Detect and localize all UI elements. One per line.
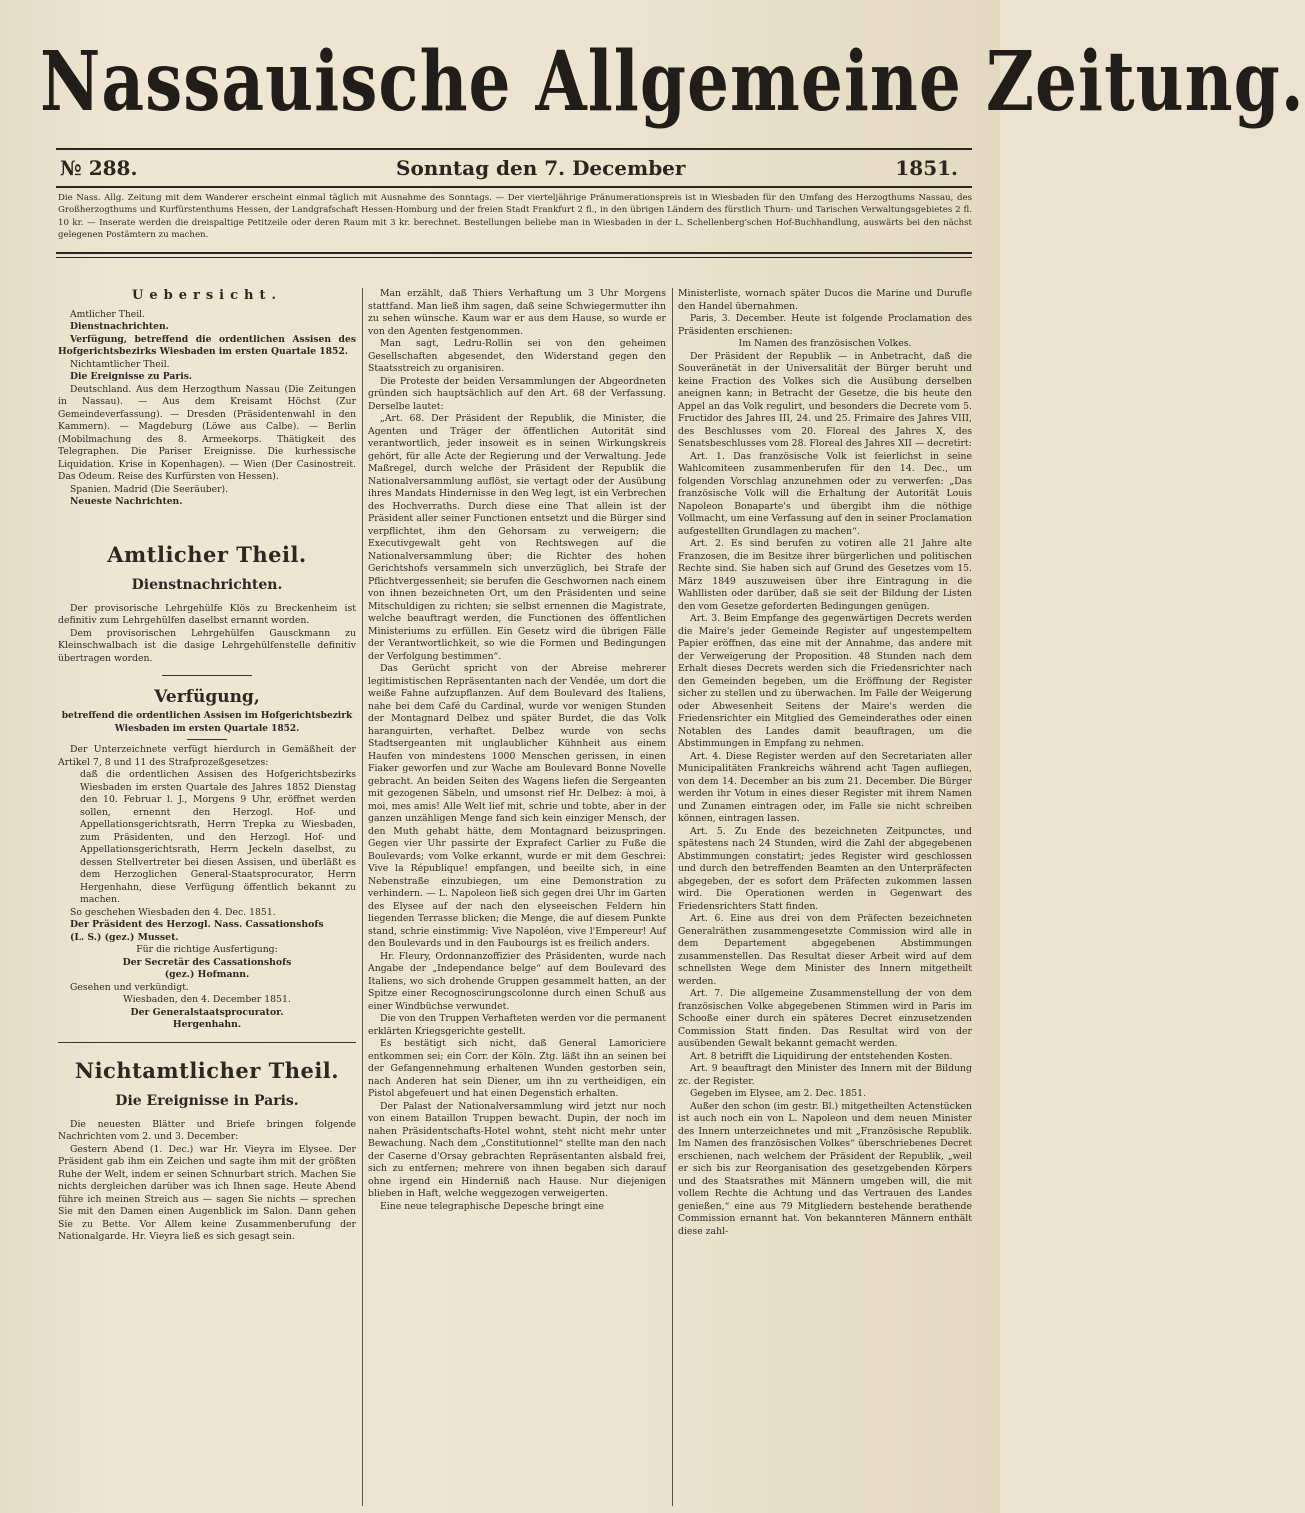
divider (162, 675, 252, 676)
signature-line: Hergenhahn. (172, 1019, 242, 1030)
paragraph: Art. 1. Das französische Volk ist feierlichst in seine Wahlcomiteen zusammenberufen für den 14. Dec., um folgenden Vorschlag anzunehmen oder zu verwerfen: „Das französische Volk will die Erhaltung der Autorität Louis Napoleon Bonaparte's und übergibt ihm die nöthige Vollmacht, um eine Verfassung auf den in seiner Proclamation aufgestellten Grundlagen zu machen“. (678, 450, 972, 537)
paragraph: Art. 5. Zu Ende des bezeichneten Zeitpunctes, und spätestens nach 24 Stunden, wird die Zahl der abgegebenen Abstimmungen constatirt; jedes Register wird geschlossen und durch den betreffenden Beamten an den Unterpräfecten abgegeben, der es sofort dem Präfecten zukommen lassen wird. Die Operationen werden in Gegenwart des Friedensrichters Statt finden. (678, 825, 972, 912)
overview-line: Nichtamtlicher Theil. (70, 358, 170, 370)
issue-number: № 288. (60, 156, 138, 180)
verfuegung-title: Verfügung, (154, 687, 260, 707)
issue-year: 1851. (895, 156, 958, 180)
paragraph: Der Palast der Nationalversammlung wird jetzt nur noch von einem Bataillon Truppen bewacht. Dupin, der noch im nahen Präsidentschafts-Hotel wohnt, steht nicht mehr unter Bewachung. Nach dem „Constitutionnel“ stellte man den nach der Caserne d'Orsay gebrachten Repräsentanten alsbald frei, sich zu entfernen; mehrere von ihnen begaben sich darauf ohne irgend ein Hinderniß nach Hause. Nur diejenigen blieben in Haft, welche weggezogen verweigerten. (368, 1100, 666, 1199)
paragraph: Man sagt, Ledru-Rollin sei von den geheimen Gesellschaften abgesendet, den Widerstand gegen den Staatsstreich zu organisiren. (368, 338, 666, 374)
signature-line: Gesehen und verkündigt. (70, 981, 189, 993)
paragraph: Eine neue telegraphische Depesche bringt eine (380, 1200, 604, 1212)
notice-rule-1 (56, 252, 972, 254)
section-title-unofficial: Nichtamtlicher Theil. (74, 1057, 340, 1083)
signature-line: Der Generalstaatsprocurator. (130, 1006, 284, 1018)
divider (58, 1042, 356, 1043)
paragraph: Die neuesten Blätter und Briefe bringen folgende Nachrichten vom 2. und 3. December: (58, 1118, 356, 1142)
paragraph: Der Unterzeichnete verfügt hierdurch in Gemäßheit der Artikel 7, 8 und 11 des Strafprozeßgesetzes: (58, 744, 356, 768)
paragraph: Im Namen des französischen Volkes. (738, 338, 912, 349)
paragraph: Art. 6. Eine aus drei von dem Präfecten bezeichneten Generalräthen zusammengesetzte Commission wird alle in dem Departement abgegebenen Abstimmungen zusammenstellen. Das Resultat dieser Arbeit wird auf dem schnellsten Wege dem Minister des Innern mitgetheilt werden. (678, 913, 972, 987)
subsection-title-paris: Die Ereignisse in Paris. (115, 1092, 299, 1109)
overview-line: Neueste Nachrichten. (70, 496, 183, 507)
overview-line: Deutschland. Aus dem Herzogthum Nassau (Die Zeitungen in Nassau). — Aus dem Kreisamt Höchst (Zur Gemeindeverfassung). — Dresden (Präsidentenwahl in den Kammern). — Magdeburg (Löwe aus Calbe). — Berlin (Mobilmachung des 8. Armeekorps. Thätigkeit des Telegraphen. Die Pariser Ereignisse. Die kurhessische Liquidation. Krise in Kopenhagen). — Wien (Der Casinostreit. Das Odeum. Reise des Kurfürsten von Hessen). (58, 383, 356, 482)
overview-title: Uebersicht. (132, 288, 282, 303)
signature-line: Der Präsident des Herzogl. Nass. Cassationshofs (70, 919, 324, 930)
paragraph: Außer den schon (im gestr. Bl.) mitgetheilten Actenstücken ist auch noch ein von L. Napoleon und dem neuen Minister des Innern unterzeichnetes und mit „Französische Republik. Im Namen des französischen Volkes“ überschriebenes Decret erschienen, nach welchem der Präsident der Republik, „weil er sich bis zur Reorganisation des gesetzgebenden Körpers und des Staatsrathes mit Männern umgeben will, die mit vollem Rechte die Achtung und das Vertrauen des Landes genießen,“ eine aus 79 Mitgliedern bestehende berathende Commission ernannt hat. Von bekannteren Männern enthält diese zahl- (678, 1100, 972, 1237)
overview-line: Spanien. Madrid (Die Seeräuber). (70, 483, 229, 495)
paragraph: Ministerliste, wornach später Ducos die Marine und Durufle den Handel übernahmen. (678, 288, 972, 312)
notice-rule-2 (56, 257, 972, 258)
divider (187, 739, 227, 740)
column-1 (58, 288, 356, 1510)
paragraph: Der provisorische Lehrgehülfe Klös zu Breckenheim ist definitiv zum Lehrgehülfen daselbst ernannt worden. (58, 602, 356, 626)
section-title-official: Amtlicher Theil. (107, 541, 307, 567)
paragraph: Art. 8 betrifft die Liquidirung der entstehenden Kosten. (690, 1050, 953, 1062)
paragraph: Art. 7. Die allgemeine Zusammenstellung der von dem französischen Volke abgegebenen Stimmen wird in Paris im Schooße einer durch ein späteres Decret einzusetzenden Commission Statt finden. Das Resultat wird von der ausübenden Gewalt bekannt gemacht werden. (678, 988, 972, 1049)
paragraph: Art. 3. Beim Empfange des gegenwärtigen Decrets werden die Maire's jeder Gemeinde Register auf ungestempeltem Papier eröffnen, das eine mit der Annahme, das andere mit der Verweigerung der Proposition. 48 Stunden nach dem Erhalt dieses Decrets werden sich die Friedensrichter nach den Gemeinden begeben, um die Eröffnung der Register sicher zu stellen und zu überwachen. Im Falle der Weigerung oder Abwesenheit Seitens der Maire's werden die Friedensrichter ein Mitglied des Gemeinderathes oder einen Notablen des Landes damit beauftragen, um die Abstimmungen in Empfang zu nehmen. (678, 613, 972, 749)
column-divider-2 (672, 288, 673, 1506)
signature-line: (gez.) Hofmann. (164, 969, 250, 980)
paragraph: So geschehen Wiesbaden den 4. Dec. 1851. (70, 906, 276, 918)
signature-line: Der Secretär des Cassationshofs (122, 956, 292, 968)
signature-line: Für die richtige Ausfertigung: (136, 944, 278, 955)
paragraph: „Art. 68. Der Präsident der Republik, die Minister, die Agenten und Träger der öffentlichen Autorität sind verantwortlich, jeder insoweit es in seinen Wirkungskreis gehört, für alle Acte der Regierung und der Verwaltung. Jede Maßregel, durch welche der Präsident der Republik die Nationalversammlung auflöst, sie vertagt oder der Ausübung ihres Mandats Hindernisse in den Weg legt, ist ein Verbrechen des Hochverraths. Durch diese eine That allein ist der Präsident aller seiner Functionen entsetzt und die Bürger sind verpflichtet, ihm den Gehorsam zu verweigern; die Executivgewalt geht von Rechtswegen auf die Nationalversammlung über; die Richter des hohen Gerichtshofs versammeln sich unverzüglich, bei Strafe der Pflichtvergessenheit; sie berufen die Geschwornen nach einem von ihnen bezeichneten Ort, um den Präsidenten und seine Mitschuldigen zu richten; sie selbst ernennen die Magistrate, welche beauftragt werden, die Functionen des öffentlichen Ministeriums zu erfüllen. Ein Gesetz wird die übrigen Fälle der Verantwortlichkeit, so wie die Formen und Bedingungen der Verfolgung bestimmen“. (368, 413, 666, 662)
paragraph: Das Gerücht spricht von der Abreise mehrerer legitimistischen Repräsentanten nach der Vendée, um dort die weiße Fahne aufzupflanzen. Auf dem Boulevard des Italiens, nahe bei dem Café du Cardinal, wurde vor wenigen Stunden der Montagnard Delbez und später Burdet, die das Volk haranguirten, verhaftet. Delbez wurde von sechs Stadtsergeanten mit unglaublicher Kühnheit aus einem Haufen von mindestens 1000 Menschen gerissen, in einen Fiaker geworfen und zur Wache am Boulevard Bonne Novelle gebracht. An beiden Seiten des Wagens liefen die Sergeanten mit gezogenen Säbeln, und umsonst rief Hr. Delbez: à moi, à moi, mes amis! Alle Welt lief mit, schrie und tobte, aber in der ganzen unzähligen Menge fand sich kein einziger Mensch, der den Muth gehabt hätte, dem Montagnard beizuspringen. Gegen vier Uhr passirte der Exprafect Carlier zu Fuße die Boulevards; vom Volke erkannt, wurde er mit dem Geschrei: Vive la République! empfangen, und beeilte sich, in eine Nebenstraße einzubiegen, um eine Demonstration zu verhindern. — L. Napoleon ließ sich gegen drei Uhr im Garten des Elysee auf der nach den elyseeischen Feldern hin liegenden Terrasse blicken; die Menge, die auf diesem Punkte stand, schrie einstimmig: Vive Napoléon, vive l'Empereur! Auf den Boulevards und in den Faubourgs ist es freilich anders. (368, 663, 666, 949)
overview-line: Die Ereignisse zu Paris. (70, 371, 193, 382)
paragraph: Dem provisorischen Lehrgehülfen Gausckmann zu Kleinschwalbach ist die dasige Lehrgehülfenstelle definitiv übertragen worden. (58, 627, 356, 664)
column-divider-1 (362, 288, 363, 1506)
overview-line: Verfügung, betreffend die ordentlichen Assisen des Hofgerichtsbezirks Wiesbaden im ersten Quartale 1852. (58, 333, 356, 357)
column-2 (368, 288, 666, 1510)
paragraph: Der Präsident der Republik — in Anbetracht, daß die Souveränetät in der Universalität der Bürger beruht und keine Fraction des Volkes sich die Ausübung derselben aneignen kann; in Betracht der Gesetze, die bis heute den Appel an das Volk regulirt, und besonders die Decrete vom 5. Fructidor des Jahres III, 24. und 25. Frimaire des Jahres VIII, des Beschlusses vom 20. Floreal des Jahres X, des Senatsbeschlusses vom 28. Floreal des Jahres XII — decretirt: (678, 350, 972, 449)
masthead-title: Nassauische Allgemeine Zeitung. (40, 32, 1305, 130)
column-3 (678, 288, 972, 1510)
subscription-notice: Die Nass. Allg. Zeitung mit dem Wanderer erscheint einmal täglich mit Ausnahme des Sonntags. — Der vierteljährige Pränumerationspreis ist in Wiesbaden für den Umfang des Herzogthums Nassau, des Großherzogthums und Kurfürstenthums Hessen, der Landgrafschaft Hessen-Homburg und der freien Stadt Frankfurt 2 fl., in den übrigen Ländern des fürstlich Thurn- und Tarischen Verwaltungsgebietes 2 fl. 10 kr. — Inserate werden die dreispaltige Petitzeile oder deren Raum mit 3 kr. berechnet. Bestellungen beliebe man in Wiesbaden in der L. Schellenberg'schen Hof-Buchhandlung, auswärts bei den nächst gelegenen Postämtern zu machen. (58, 193, 972, 241)
paragraph: Hr. Fleury, Ordonnanzoffizier des Präsidenten, wurde nach Angabe der „Independance belge“ auf dem Boulevard des Italiens, wo sich drohende Gruppen gesammelt hatten, an der Spitze einer Recognoscirungscolonne durch einen Schuß aus einer Windbüchse verwundet. (368, 950, 666, 1012)
dateline-rule (56, 186, 972, 188)
overview-line: Amtlicher Theil. (70, 308, 146, 320)
paragraph: Die von den Truppen Verhafteten werden vor die permanent erklärten Kriegsgerichte gestellt. (368, 1013, 666, 1037)
paragraph: Art. 9 beauftragt den Minister des Innern mit der Bildung zc. der Register. (678, 1063, 972, 1087)
paragraph: Art. 4. Diese Register werden auf den Secretariaten aller Municipalitäten Frankreichs während acht Tagen aufliegen, von dem 14. December an bis zum 21. December. Die Bürger werden ihr Votum in eines dieser Register mit ihrem Namen und Zunamen eintragen oder, im Falle sie nicht schreiben können, eintragen lassen. (678, 750, 972, 824)
overview-line: Dienstnachrichten. (70, 321, 169, 332)
subsection-title-dienst: Dienstnachrichten. (131, 576, 283, 593)
top-rule (56, 148, 972, 150)
paragraph: Paris, 3. December. Heute ist folgende Proclamation des Präsidenten erschienen: (678, 313, 972, 337)
paragraph: Die Proteste der beiden Versammlungen der Abgeordneten gründen sich hauptsächlich auf den Art. 68 der Verfassung. Derselbe lautet: (368, 375, 666, 412)
verfuegung-subtitle: betreffend die ordentlichen Assisen im Hofgerichtsbezirk Wiesbaden im ersten Quartale 1852. (61, 711, 353, 734)
paragraph: Art. 2. Es sind berufen zu votiren alle 21 Jahre alte Franzosen, die im Besitze ihrer bürgerlichen und politischen Rechte sind. Sie haben sich auf Grund des Gesetzes vom 15. März 1849 auszuweisen über ihre Eintragung in die Wahllisten oder darüber, daß sie seit der Bildung der Listen den vom Gesetze geforderten Bedingungen genügen. (678, 538, 972, 612)
signature-line: (L. S.) (gez.) Musset. (70, 931, 179, 943)
issue-date: Sonntag den 7. December (396, 156, 686, 180)
dateline (56, 152, 972, 186)
paragraph: Gegeben im Elysee, am 2. Dec. 1851. (690, 1088, 867, 1099)
paragraph: Man erzählt, daß Thiers Verhaftung um 3 Uhr Morgens stattfand. Man ließ ihm sagen, daß seine Schwiegermutter ihn zu sehen wünsche. Kaum war er aus dem Hause, so wurde er von den Agenten festgenommen. (368, 288, 666, 337)
paragraph: daß die ordentlichen Assisen des Hofgerichtsbezirks Wiesbaden im ersten Quartale des Jahres 1852 Dienstag den 10. Februar l. J., Morgens 9 Uhr, eröffnet werden sollen, ernennt den Herzogl. Hof- und Appellationsgerichtsrath, Herrn Trepka zu Wiesbaden, zum Präsidenten, und den Herzogl. Hof- und Appellationsgerichtsrath, Herrn Jeckeln daselbst, zu dessen Stellvertreter bei diesen Assisen, und überläßt es dem Herzoglichen General-Staatsprocurator, Herrn Hergenhahn, diese Verfügung öffentlich bekannt zu machen. (80, 769, 356, 905)
paragraph: Es bestätigt sich nicht, daß General Lamoriciere entkommen sei; ein Corr. der Köln. Ztg. läßt ihn an seinen bei der Gefangennehmung erhaltenen Wunden gestorben sein, nach Anderen hat sein Diener, um ihn zu vertheidigen, ein Pistol abgefeuert und hat einen Degenstich erhalten. (368, 1038, 666, 1099)
paragraph: Gestern Abend (1. Dec.) war Hr. Vieyra im Elysee. Der Präsident gab ihm ein Zeichen und sagte ihm mit der größten Ruhe der Welt, indem er seinen Schnurbart strich. Machen Sie nichts dergleichen darüber was ich Ihnen sage. Heute Abend führe ich meinen Streich aus — sagen Sie nichts — sprechen Sie mit den Damen einen Augenblick im Salon. Dann gehen Sie zu Bette. Vor Allem keine Zusammenberufung der Nationalgarde. Hr. Vieyra ließ es sich gesagt sein. (58, 1143, 356, 1242)
signature-line: Wiesbaden, den 4. December 1851. (123, 994, 291, 1005)
